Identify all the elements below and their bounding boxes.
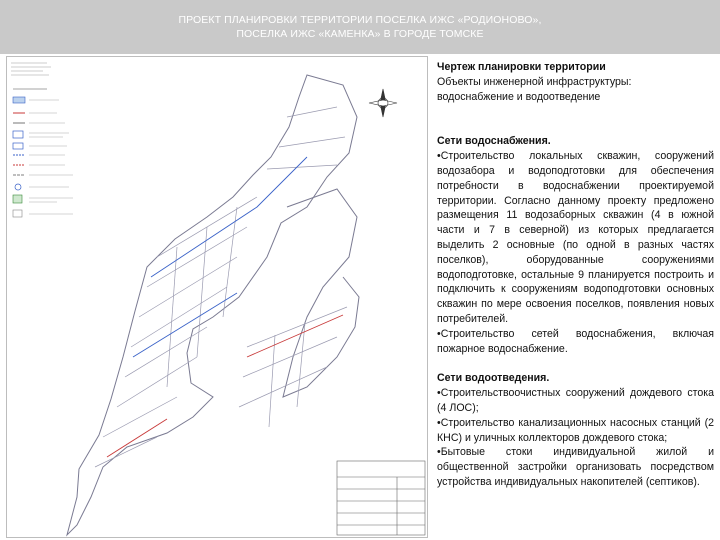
sewerage-heading: Сети водоотведения. [437, 372, 550, 385]
water-supply-paragraph: •Строительство сетей водоснабжения, включая пожарное водоснабжение. [437, 327, 714, 355]
page-header [0, 0, 720, 54]
intro-title: Чертеж планировки территории [437, 61, 606, 73]
intro-subtitle-1: Объекты инженерной инфраструктуры: [437, 75, 632, 88]
sewerage-paragraph: •Бытовые стоки индивидуальной жилой и общественной застройки организовать посредством устройства индивидуальных накопителей (септиков). [437, 446, 714, 488]
header-title-line-2: ПОСЕЛКА ИЖС «КАМЕНКА» В ГОРОДЕ ТОМСКЕ [236, 28, 484, 40]
settlement-outline [67, 75, 359, 535]
water-supply-heading: Сети водоснабжения. [437, 135, 551, 148]
map-title-block [11, 63, 51, 75]
intro-subtitle-2: водоснабжение и водоотведение [437, 90, 601, 103]
map-stamp [337, 461, 425, 535]
planning-map [6, 56, 428, 538]
sewerage-paragraph: •Строительствоочистных сооружений дождевого стока (4 ЛОС); [437, 387, 714, 414]
street-network [95, 107, 347, 467]
map-drawing [7, 57, 427, 537]
header-title-line-1: ПРОЕКТ ПЛАНИРОВКИ ТЕРРИТОРИИ ПОСЕЛКА ИЖС «РОДИОНОВО», [178, 14, 542, 26]
map-legend [13, 89, 73, 217]
description-panel [437, 60, 714, 538]
utility-lines [107, 157, 343, 457]
compass-rose-icon [369, 89, 397, 117]
water-supply-paragraph: •Строительство локальных скважин, сооружений водозабора и водоподготовки для обеспечения потребности в водоснабжении проектируемой территории. Согласно данному проекту предложено размещения 11 водозаборных скважин (4 в южной части и 7 в северной) из которых предлагается выделить 2 основные (по одной в разных частях поселков), оборудованные сооружениями водоподготовке, остальные 9 планируется построить и подключить к сооружениям водоподготовки основных скважин по мере освоения поселков, появления новых потребителей. [437, 150, 714, 325]
sewerage-paragraph: •Строительство канализационных насосных станций (2 КНС) и уличных коллекторов дождевого стока; [437, 416, 714, 444]
